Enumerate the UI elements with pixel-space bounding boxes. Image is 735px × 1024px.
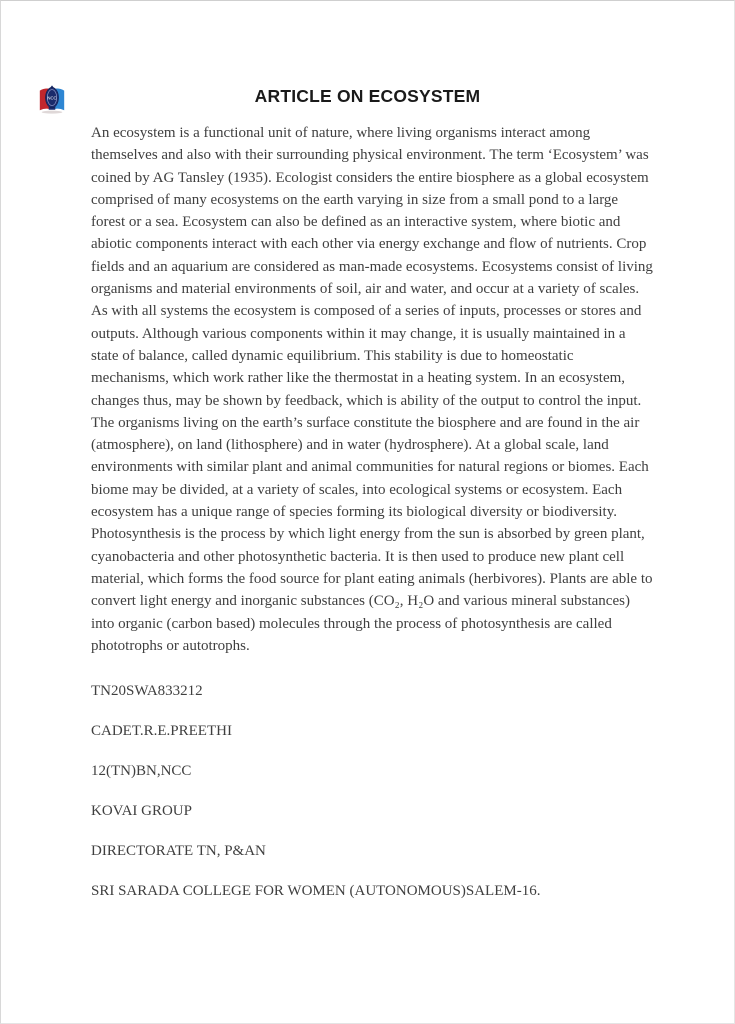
signature-directorate: DIRECTORATE TN, P&AN <box>91 843 266 860</box>
page-title: ARTICLE ON ECOSYSTEM <box>254 86 481 106</box>
signature-cadet-number: TN20SWA833212 <box>91 683 203 700</box>
signature-college: SRI SARADA COLLEGE FOR WOMEN (AUTONOMOUS)SALEM-16. <box>91 883 541 900</box>
signature-group: KOVAI GROUP <box>91 803 192 820</box>
ncc-logo-text: NCC <box>47 95 57 101</box>
article-paragraph: An ecosystem is a functional unit of nature, where living organisms interact among themselves and also with their surrounding physical environment. The term ‘Ecosystem’ was coined by AG Tansley (1935). Ecologist considers the entire biosphere as a global ecosystem comprised of many ecosystems on the earth varying in size from a small pond to a large forest or a sea. Ecosystem can also be defined as an interactive system, where biotic and abiotic components interact with each other via energy exchange and flow of nutrients. Crop fields and an aquarium are considered as man-made ecosystems. Ecosystems consist of living organisms and material environments of soil, air and water, and occur at a variety of scales. As with all systems the ecosystem is composed of a series of inputs, processes or stores and outputs. Although various components within it may change, it is usually maintained in a state of balance, called dynamic equilibrium. This stability is due to homeostatic mechanisms, which work rather like the thermostat in a heating system. In an ecosystem, changes thus, may be shown by feedback, which is ability of the output to control the input. The organisms living on the earth’s surface constitute the biosphere and are found in the air (atmosphere), on land (lithosphere) and in water (hydrosphere). At a global scale, land environments with similar plant and animal communities for natural regions or biomes. Each biome may be divided, at a variety of scales, into ecological systems or ecosystem. Each ecosystem has a unique range of species forming its biological diversity or biodiversity. Photosynthesis is the process by which light energy from the sun is absorbed by green plant, cyanobacteria and other photosynthetic bacteria. It is then used to produce new plant cell material, which forms the food source for plant eating animals (herbivores). Plants are able to convert light energy and inorganic substances (CO₂, H₂O and various mineral substances) into organic (carbon based) molecules through the process of photosynthesis are called phototrophs or autotrophs. <box>91 125 653 654</box>
signature-battalion: 12(TN)BN,NCC <box>91 763 192 780</box>
signature-cadet-name: CADET.R.E.PREETHI <box>91 723 232 740</box>
document-content <box>91 122 653 902</box>
